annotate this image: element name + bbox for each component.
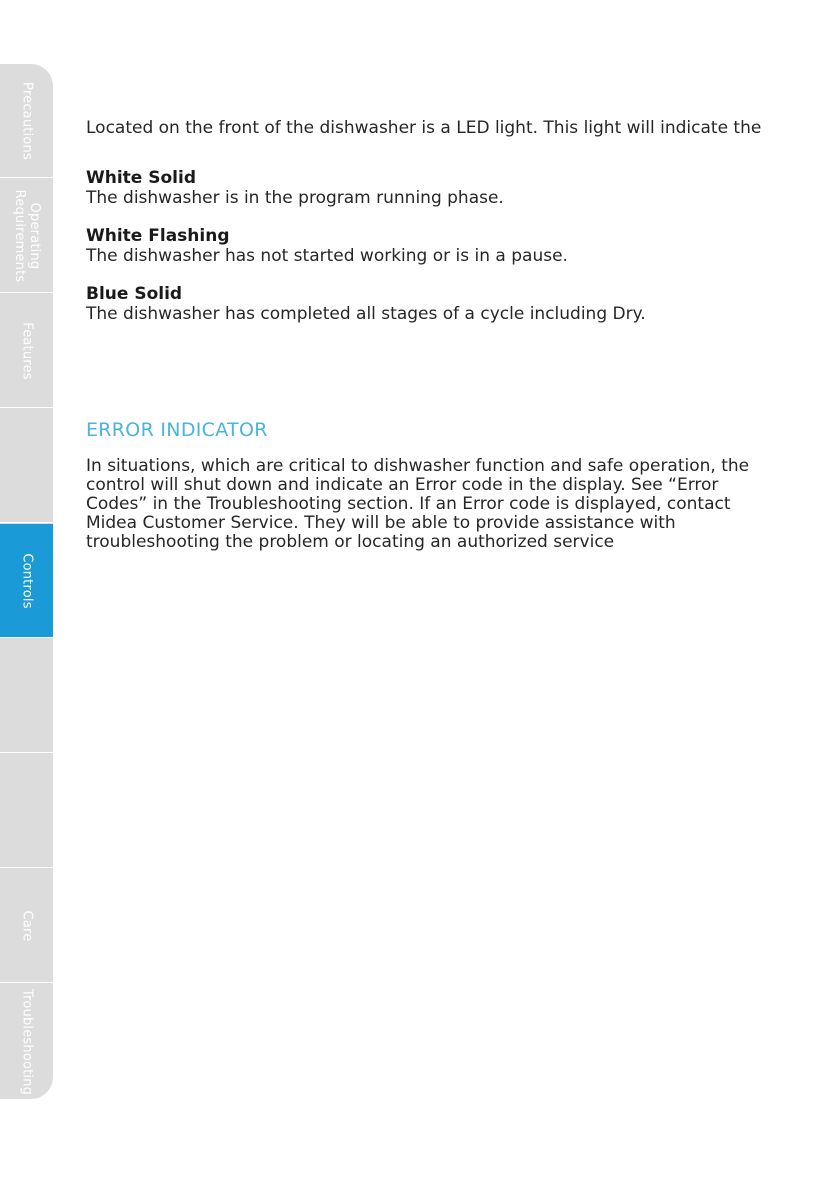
tab-troubleshooting[interactable] [0, 984, 53, 1099]
tab-blank-2[interactable] [0, 639, 53, 753]
tab-label: Care [19, 910, 34, 941]
tab-label: Features [19, 321, 34, 380]
indicator-title: White Solid [86, 168, 197, 188]
tab-features[interactable] [0, 294, 53, 408]
indicator-white-flashing [86, 226, 766, 266]
tab-operating-requirements[interactable] [0, 179, 53, 293]
indicator-blue-solid [86, 284, 766, 324]
tab-blank-1[interactable] [0, 409, 53, 523]
tab-care[interactable] [0, 869, 53, 983]
tab-precautions[interactable] [0, 64, 53, 178]
tab-label: Troubleshooting [19, 988, 34, 1095]
indicator-title: Blue Solid [86, 284, 183, 304]
tab-blank-3[interactable] [0, 754, 53, 868]
error-indicator-paragraph: In situations, which are critical to dishwasher function and safe operation, the control will shut down and indicate an Error code in the display. See “Error Codes” in the Troubleshooting section. If an Error code is displayed, contact Midea Customer Service. They will be able to provide assistance with troubleshooting the problem or locating an authorized service [86, 456, 750, 552]
indicator-white-solid [86, 168, 766, 208]
tab-label: Operating Requirements [11, 189, 42, 282]
section-tab-sidebar [0, 64, 53, 1099]
intro-paragraph: Located on the front of the dishwasher is a LED light. This light will indicate the [86, 118, 762, 138]
indicator-description: The dishwasher is in the program running phase. [86, 188, 504, 208]
tab-label: Precautions [19, 81, 34, 160]
error-indicator-heading: ERROR INDICATOR [86, 419, 268, 441]
tab-label: Controls [19, 552, 34, 609]
indicator-title: White Flashing [86, 226, 230, 246]
indicator-description: The dishwasher has not started working or is in a pause. [86, 246, 568, 266]
page-content [86, 118, 766, 552]
indicator-description: The dishwasher has completed all stages of a cycle including Dry. [86, 304, 646, 324]
tab-controls[interactable] [0, 524, 53, 638]
